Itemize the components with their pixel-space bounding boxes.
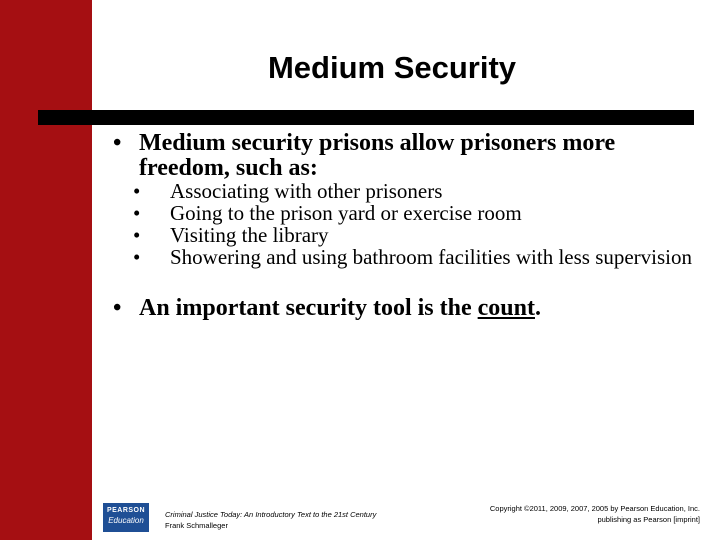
bullet-dot: • xyxy=(133,245,141,269)
copyright-line-1: Copyright ©2011, 2009, 2007, 2005 by Pearson Education, Inc. xyxy=(489,504,700,513)
bullet-dot: • xyxy=(133,201,141,225)
footer-citation xyxy=(165,509,376,531)
footer-copyright xyxy=(430,503,700,525)
slide-title: Medium Security xyxy=(267,50,517,85)
sub-bullet-text: Showering and using bathroom facilities with less supervision xyxy=(170,245,693,269)
sub-bullet-1 xyxy=(133,180,693,202)
sub-bullet-list xyxy=(133,180,693,268)
bullet-2-text-end: . xyxy=(534,295,541,321)
sub-bullet-3 xyxy=(133,224,693,246)
bullet-dot: • xyxy=(133,223,141,247)
count-term: count xyxy=(477,295,535,321)
author-name: Frank Schmalleger xyxy=(165,521,228,530)
sub-bullet-2 xyxy=(133,202,693,224)
bullet-dot: • xyxy=(113,295,122,321)
copyright-line-2: publishing as Pearson [imprint] xyxy=(597,515,700,524)
sub-bullet-text: Associating with other prisoners xyxy=(170,179,443,203)
sub-bullet-text: Visiting the library xyxy=(170,223,329,247)
sub-bullet-4 xyxy=(133,246,693,268)
logo-wordmark: PEARSON xyxy=(106,507,146,514)
sub-bullet-text: Going to the prison yard or exercise room xyxy=(170,201,522,225)
bullet-dot: • xyxy=(113,130,122,156)
book-title: Criminal Justice Today: An Introductory Text to the 21st Century xyxy=(165,510,377,519)
logo-subtitle: Education xyxy=(108,516,144,525)
bullet-2-text xyxy=(139,296,541,321)
pearson-logo xyxy=(102,502,150,533)
bullet-dot: • xyxy=(133,179,141,203)
bullet-1-text: Medium security prisons allow prisoners more freedom, such as: xyxy=(139,130,616,181)
bullet-2-text-start: An important security tool is the xyxy=(139,295,478,321)
